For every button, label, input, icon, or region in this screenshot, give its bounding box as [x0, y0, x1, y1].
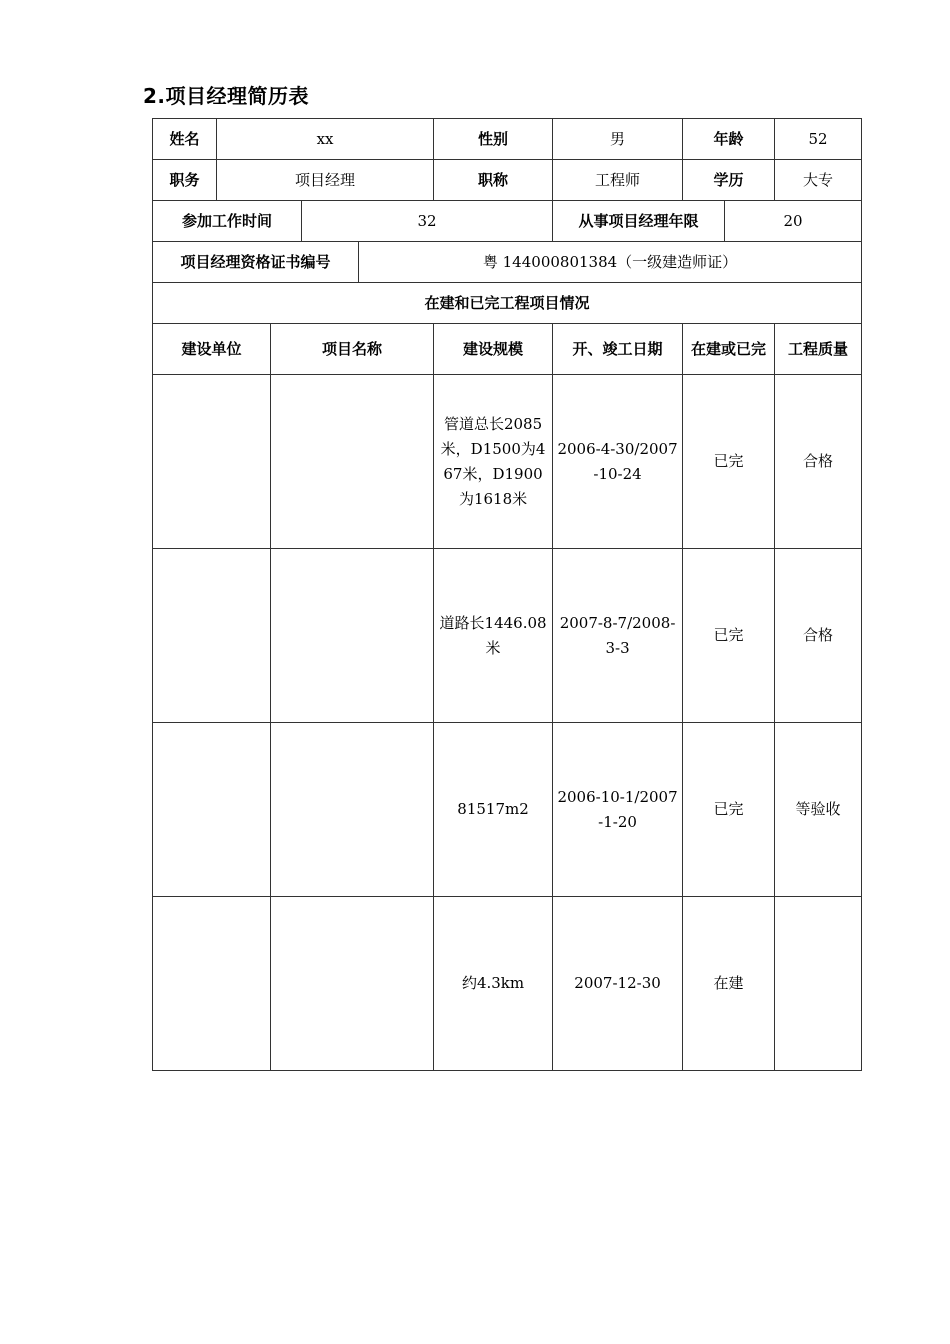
table-row [153, 723, 862, 897]
gender-value: 男 [553, 119, 683, 160]
project-unit [153, 549, 271, 723]
cert-label: 项目经理资格证书编号 [153, 242, 359, 283]
project-name [271, 375, 434, 549]
project-scale: 约4.3km [434, 897, 553, 1071]
gender-label: 性别 [434, 119, 553, 160]
project-scale: 管道总长2085米，D1500为467米，D1900为1618米 [434, 375, 553, 549]
header-status: 在建或已完 [683, 324, 775, 375]
header-scale: 建设规模 [434, 324, 553, 375]
title-value: 工程师 [553, 160, 683, 201]
cert-value: 粤 144000801384（一级建造师证） [359, 242, 862, 283]
position-value: 项目经理 [217, 160, 434, 201]
project-quality: 合格 [775, 375, 862, 549]
projects-section-title: 在建和已完工程项目情况 [153, 283, 862, 324]
table-row [153, 897, 862, 1071]
projects-header-row [153, 324, 862, 375]
age-value: 52 [775, 119, 862, 160]
table-row [153, 549, 862, 723]
basic-row-1 [153, 119, 862, 160]
pm-years-label: 从事项目经理年限 [553, 201, 725, 242]
basic-row-2 [153, 160, 862, 201]
project-quality: 合格 [775, 549, 862, 723]
header-project-name: 项目名称 [271, 324, 434, 375]
header-dates: 开、竣工日期 [553, 324, 683, 375]
project-scale: 81517m2 [434, 723, 553, 897]
project-unit [153, 723, 271, 897]
basic-row-3 [153, 201, 862, 242]
project-unit [153, 375, 271, 549]
project-dates: 2006-10-1/2007-1-20 [553, 723, 683, 897]
project-scale: 道路长1446.08米 [434, 549, 553, 723]
resume-table [152, 118, 862, 1071]
section-title-row [153, 283, 862, 324]
project-status: 已完 [683, 549, 775, 723]
name-value: xx [217, 119, 434, 160]
project-dates: 2006-4-30/2007-10-24 [553, 375, 683, 549]
project-name [271, 549, 434, 723]
pm-years-value: 20 [725, 201, 862, 242]
title-label: 职称 [434, 160, 553, 201]
project-status: 在建 [683, 897, 775, 1071]
education-value: 大专 [775, 160, 862, 201]
table-row [153, 375, 862, 549]
position-label: 职务 [153, 160, 217, 201]
project-quality [775, 897, 862, 1071]
project-status: 已完 [683, 723, 775, 897]
project-dates: 2007-12-30 [553, 897, 683, 1071]
page-title: 2.项目经理简历表 [143, 84, 310, 108]
project-quality: 等验收 [775, 723, 862, 897]
project-name [271, 723, 434, 897]
project-dates: 2007-8-7/2008-3-3 [553, 549, 683, 723]
header-quality: 工程质量 [775, 324, 862, 375]
work-start-value: 32 [302, 201, 553, 242]
age-label: 年龄 [683, 119, 775, 160]
name-label: 姓名 [153, 119, 217, 160]
project-unit [153, 897, 271, 1071]
project-status: 已完 [683, 375, 775, 549]
project-name [271, 897, 434, 1071]
basic-row-4 [153, 242, 862, 283]
education-label: 学历 [683, 160, 775, 201]
header-unit: 建设单位 [153, 324, 271, 375]
work-start-label: 参加工作时间 [153, 201, 302, 242]
